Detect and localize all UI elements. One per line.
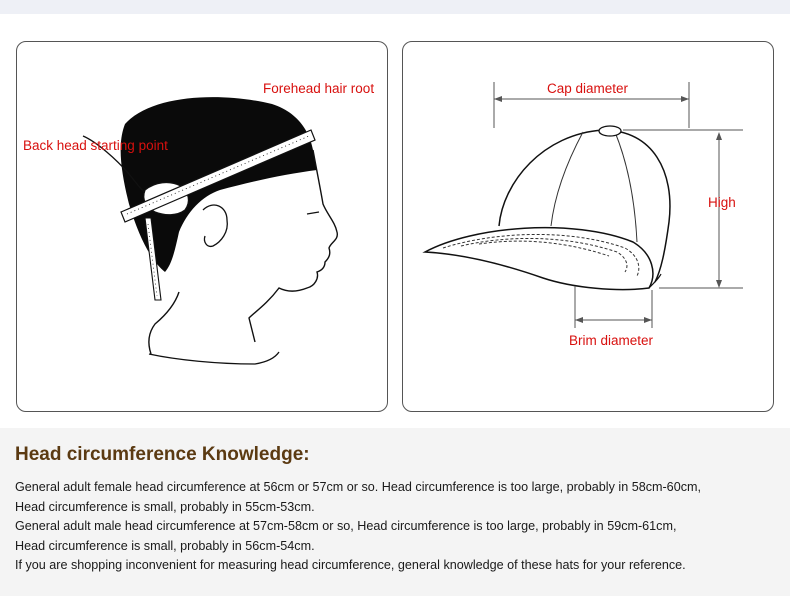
back-head-starting-point-label: Back head starting point (23, 138, 168, 153)
knowledge-line: General adult male head circumference at 57cm-58cm or so, Head circumference is too large, probably in 59cm-61cm, (15, 519, 677, 534)
head-measure-panel (16, 41, 388, 412)
cap-button (599, 126, 621, 136)
high-arrow-bottom (716, 280, 722, 288)
neck-back (149, 292, 179, 354)
cap-brim (425, 228, 653, 290)
cap-diameter-arrow-right (681, 96, 689, 102)
knowledge-line: General adult female head circumference at 56cm or 57cm or so. Head circumference is too large, probably in 58cm-60cm, (15, 480, 701, 494)
knowledge-line: Head circumference is small, probably in 56cm-54cm. (15, 538, 315, 553)
ear (203, 205, 227, 246)
cap-dimensions-panel (402, 41, 774, 412)
cap-diameter-arrow-left (494, 96, 502, 102)
high-arrow-top (716, 132, 722, 140)
knowledge-section (0, 428, 790, 596)
head-illustration (17, 42, 388, 412)
brim-diameter-arrow-right (644, 317, 652, 323)
cap-illustration (403, 42, 774, 412)
top-strip (0, 0, 790, 14)
knowledge-line: Head circumference is small, probably in 55cm-53cm. (15, 499, 315, 514)
eye-mark (307, 212, 319, 214)
shoulder-line (149, 352, 279, 364)
brim-diameter-arrow-left (575, 317, 583, 323)
cap-diameter-label: Cap diameter (547, 81, 629, 96)
forehead-hair-root-label: Forehead hair root (263, 81, 375, 96)
brim-diameter-label: Brim diameter (569, 333, 654, 348)
knowledge-line: If you are shopping inconvenient for measuring head circumference, general knowledge of these hats for your reference. (15, 558, 686, 573)
high-label: High (708, 195, 736, 210)
knowledge-title: Head circumference Knowledge: (15, 444, 310, 465)
knowledge-text (15, 478, 701, 576)
